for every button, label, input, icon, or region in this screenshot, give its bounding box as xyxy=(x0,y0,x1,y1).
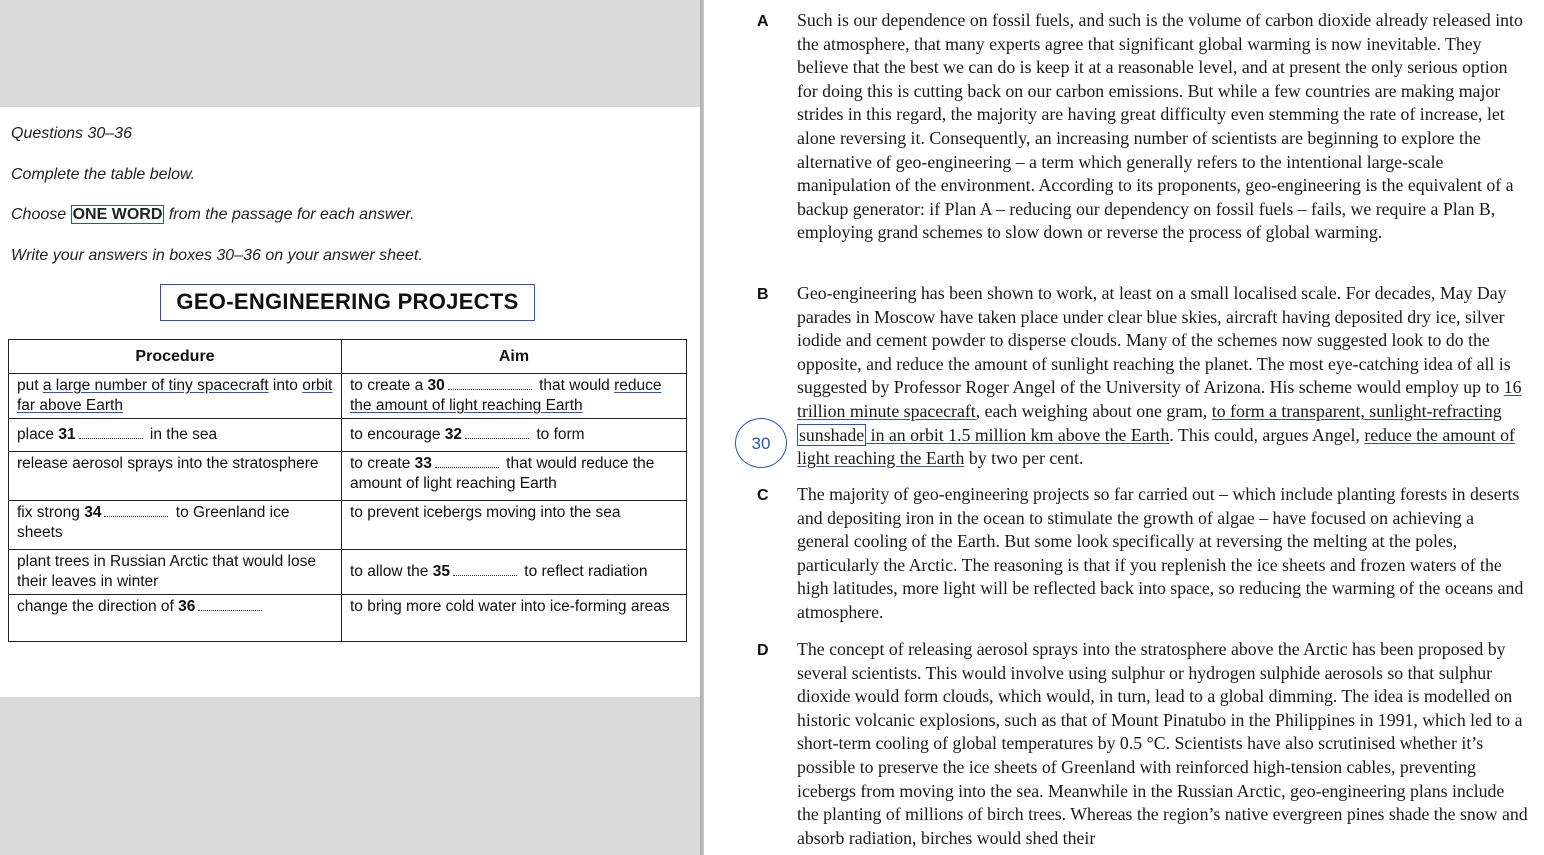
procedure-cell: place 31 in the sea xyxy=(9,419,342,452)
one-word-highlight: ONE WORD xyxy=(72,206,163,223)
geo-engineering-table xyxy=(8,339,687,642)
paragraph-a: Such is our dependence on fossil fuels, and such is the volume of carbon dioxide already released into the atmosphere, that many experts agree that significant global warming is now inevitable. They believe that the best we can do is keep it at a reasonable level, and at present the only serious option for doing this is cutting back on our carbon emissions. But while a few countries are making major strides in this regard, the majority are having great difficulty even stemming the rate of increase, let alone reversing it. Consequently, an increasing number of scientists are beginning to explore the alternative of geo-engineering – a term which generally refers to the intentional large-scale manipulation of the environment. According to its proponents, geo-engineering is the equivalent of a backup generator: if Plan A – reducing our dependency on fossil fuels – fails, we require a Plan B, employing grand schemes to slow down or reverse the process of global warming. xyxy=(797,10,1523,243)
answer-marker-circle: 30 xyxy=(735,418,787,468)
question-number: 35 xyxy=(432,563,450,580)
paragraph-letter-b: B xyxy=(757,286,769,303)
boxed-answer-word: sunshade xyxy=(799,424,865,445)
aim-cell: to allow the 35 to reflect radiation xyxy=(342,550,687,595)
underlined-phrase: reduce the amount of light reaching the Earth xyxy=(797,424,1515,469)
procedure-cell: put a large number of tiny spacecraft into orbit far above Earth xyxy=(9,374,342,419)
questions-heading: Questions 30–36 xyxy=(11,125,132,142)
question-number: 33 xyxy=(414,455,432,472)
procedure-cell: release aerosol sprays into the stratosphere xyxy=(9,452,342,501)
answer-blank[interactable] xyxy=(453,565,517,576)
question-number: 31 xyxy=(58,426,76,443)
procedure-cell: change the direction of 36 xyxy=(9,595,342,642)
question-number: 30 xyxy=(427,377,445,394)
choose-suffix: from the passage for each answer. xyxy=(168,206,415,223)
underlined-phrase: 16 trillion minute spacecraft xyxy=(797,377,1522,421)
answer-blank[interactable] xyxy=(198,600,262,611)
table-row xyxy=(9,452,687,501)
table-title: GEO-ENGINEERING PROJECTS xyxy=(160,284,535,321)
answer-blank[interactable] xyxy=(104,506,168,517)
question-pane xyxy=(0,0,700,855)
paragraph-c: The majority of geo-engineering projects so far carried out – which include planting forests in deserts and depositing iron in the ocean to stimulate the growth of algae – have focused on achieving a general cooling of the Earth. But some look specifically at reversing the melting at the poles, particularly the Arctic. The reasoning is that if you replenish the ice sheets and frozen waters of the high latitudes, more light will be reflected back into space, so reducing the warming of the oceans and atmosphere. xyxy=(797,484,1524,622)
aim-cell: to create 33 that would reduce the amount of light reaching Earth xyxy=(342,452,687,501)
question-number: 34 xyxy=(84,504,102,521)
write-instruction: Write your answers in boxes 30–36 on your answer sheet. xyxy=(11,247,423,264)
question-sheet xyxy=(0,107,700,697)
aim-cell: to encourage 32 to form xyxy=(342,419,687,452)
complete-instruction: Complete the table below. xyxy=(11,166,196,183)
procedure-header: Procedure xyxy=(9,340,342,374)
paragraph-letter-c: C xyxy=(757,487,769,504)
underlined-phrase: to form a transparent, sunlight-refracting xyxy=(1211,400,1502,421)
answer-blank[interactable] xyxy=(79,428,143,439)
aim-cell: to bring more cold water into ice-forming areas xyxy=(342,595,687,642)
choose-instruction xyxy=(11,206,415,224)
paragraph-b: Geo-engineering has been shown to work, at least on a small localised scale. For decades, May Day parades in Moscow have taken place under clear blue skies, aircraft having deposited dry ice, silver iodide and cement powder to disperse clouds. Many of the schemes now suggested look to do the opposite, and reduce the amount of sunlight reaching the planet. The most eye-catching idea of all is suggested by Professor Roger Angel of the University of Arizona. His scheme would employ up to 16 trillion minute spacecraft, each weighing about one gram, to form a transparent, sunlight-refracting sunshade in an orbit 1.5 million km above the Earth. This could, argues Angel, reduce the amount of light reaching the Earth by two per cent. xyxy=(797,283,1522,469)
passage-pane xyxy=(704,0,1544,855)
paragraph-letter-a: A xyxy=(757,13,769,30)
answer-blank[interactable] xyxy=(448,379,532,390)
aim-cell: to prevent icebergs moving into the sea xyxy=(342,501,687,550)
aim-header: Aim xyxy=(342,340,687,374)
paragraph-letter-d: D xyxy=(757,642,769,659)
table-row xyxy=(9,419,687,452)
procedure-cell: plant trees in Russian Arctic that would lose their leaves in winter xyxy=(9,550,342,595)
table-row xyxy=(9,595,687,642)
table-row xyxy=(9,501,687,550)
answer-blank[interactable] xyxy=(465,428,529,439)
choose-prefix: Choose xyxy=(11,206,67,223)
underlined-phrase: in an orbit 1.5 million km above the Earth xyxy=(866,424,1170,445)
table-row xyxy=(9,374,687,419)
aim-cell: to create a 30 that would reduce the amount of light reaching Earth xyxy=(342,374,687,419)
answer-blank[interactable] xyxy=(435,457,499,468)
paragraph-d: The concept of releasing aerosol sprays into the stratosphere above the Arctic has been proposed by several scientists. This would involve using sulphur or hydrogen sulphide aerosols so that sulphur dioxide would form clouds, which would, in turn, lead to a global dimming. The idea is modelled on historic volcanic explosions, such as that of Mount Pinatubo in the Philippines in 1991, which led to a short-term cooling of global temperatures by 0.5 °C. Scientists have also scrutinised whether it’s possible to preserve the ice sheets of Greenland with reinforced high-tension cables, preventing icebergs from moving into the sea. Meanwhile in the Russian Arctic, geo-engineering plans include the planting of millions of birch trees. Whereas the region’s native evergreen pines shade the snow and absorb radiation, birches would shed their xyxy=(797,639,1528,848)
procedure-cell: fix strong 34 to Greenland ice sheets xyxy=(9,501,342,550)
question-number: 32 xyxy=(444,426,463,443)
table-row xyxy=(9,550,687,595)
question-number: 36 xyxy=(178,598,196,615)
